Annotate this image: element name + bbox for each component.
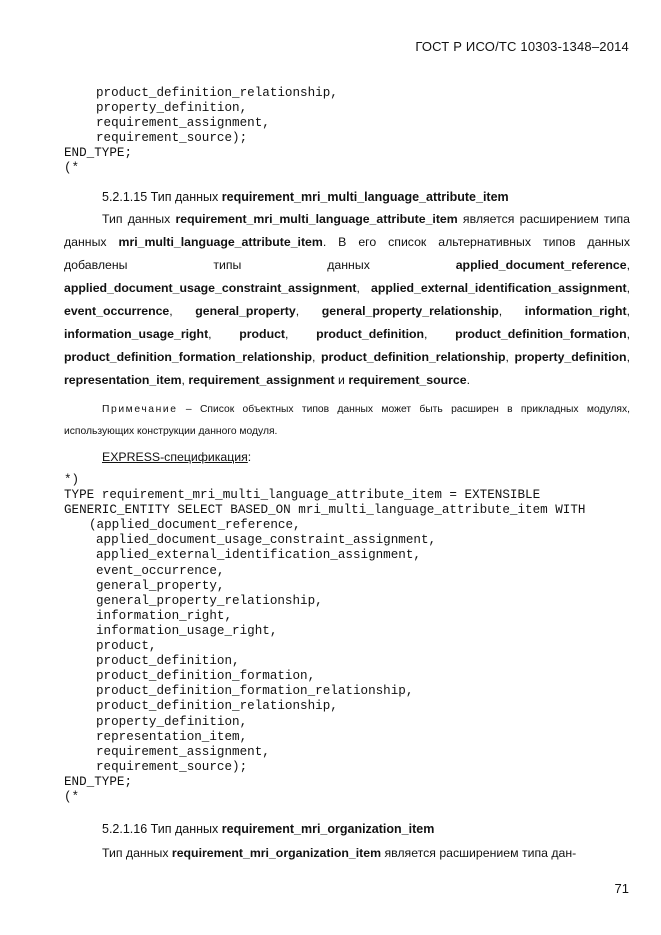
code-line: requirement_assignment, bbox=[96, 116, 270, 131]
code-line: product_definition_formation_relationship, bbox=[96, 684, 414, 699]
text-run: , bbox=[626, 327, 630, 341]
type-name: information_usage_right bbox=[64, 327, 209, 341]
page-header: ГОСТ Р ИСО/ТС 10303-1348–2014 bbox=[415, 39, 629, 54]
code-line: END_TYPE; bbox=[64, 774, 133, 789]
type-name: requirement_mri_organization_item bbox=[171, 846, 382, 860]
type-name: requirement_assignment bbox=[188, 373, 335, 387]
code-line: information_usage_right, bbox=[96, 623, 278, 638]
type-name: event_occurrence bbox=[64, 304, 170, 318]
text-run: , bbox=[626, 281, 630, 295]
type-name: requirement_source bbox=[348, 373, 467, 387]
code-block-1 bbox=[64, 86, 338, 177]
type-name: applied_document_reference bbox=[455, 258, 627, 272]
code-line: product_definition_relationship, bbox=[96, 86, 338, 100]
type-name: product_definition_formation_relationship bbox=[64, 350, 312, 364]
code-line: product_definition_formation, bbox=[96, 669, 316, 684]
code-line: product, bbox=[96, 639, 157, 654]
code-line: product_definition_relationship, bbox=[96, 699, 338, 714]
type-name: representation_item bbox=[64, 373, 182, 387]
section-heading-5-2-1-15 bbox=[102, 189, 509, 205]
text-run: , bbox=[626, 258, 630, 272]
express-label-suffix: : bbox=[247, 450, 252, 464]
text-run: Тип данных bbox=[102, 846, 172, 860]
type-name: product_definition bbox=[316, 327, 425, 341]
text-run: . В его список альтернативных типов данных добавлены типы данных bbox=[64, 235, 631, 272]
code-line: property_definition, bbox=[96, 101, 248, 116]
code-line: requirement_source); bbox=[96, 759, 248, 774]
code-line: general_property, bbox=[96, 578, 225, 593]
type-name: product_definition_formation bbox=[455, 327, 627, 341]
code-line: (* bbox=[64, 789, 80, 804]
section-number: 5.2.1.15 bbox=[102, 190, 148, 204]
express-label-text: EXPRESS-спецификация bbox=[102, 450, 248, 464]
text-run: , bbox=[626, 304, 630, 318]
text-run: является расширением типа данных bbox=[64, 212, 630, 249]
code-block-2 bbox=[64, 473, 585, 805]
section-type-name: requirement_mri_organization_item bbox=[221, 822, 435, 836]
code-line: event_occurrence, bbox=[96, 563, 225, 578]
text-run: , bbox=[208, 327, 240, 341]
note-dash: – bbox=[177, 404, 200, 415]
text-run: Тип данных bbox=[102, 212, 176, 226]
text-run: , bbox=[181, 373, 189, 387]
code-line: requirement_source); bbox=[96, 131, 248, 146]
code-line: general_property_relationship, bbox=[96, 593, 323, 608]
text-run: и bbox=[334, 373, 349, 387]
code-line: TYPE requirement_mri_multi_language_attribute_item = EXTENSIBLE bbox=[64, 488, 541, 503]
section-heading-5-2-1-16 bbox=[102, 821, 434, 837]
code-line: representation_item, bbox=[96, 729, 248, 744]
type-name: product bbox=[239, 327, 286, 341]
code-line: applied_external_identification_assignment, bbox=[96, 548, 421, 563]
section-prefix: Тип данных bbox=[150, 822, 219, 836]
code-line: GENERIC_ENTITY SELECT BASED_ON mri_multi_language_attribute_item WITH bbox=[64, 503, 586, 518]
text-run: , bbox=[169, 304, 196, 318]
type-name: general_property_relationship bbox=[321, 304, 499, 318]
text-run: . bbox=[466, 373, 470, 387]
text-run: , bbox=[626, 350, 630, 364]
type-name: property_definition bbox=[514, 350, 627, 364]
type-name: information_right bbox=[524, 304, 627, 318]
code-line: (* bbox=[64, 161, 80, 176]
type-name: mri_multi_language_attribute_item bbox=[118, 235, 323, 249]
note-text: Список объектных типов данных может быть расширен в прикладных модулях, использующих конструкции данного модуля. bbox=[64, 404, 630, 437]
text-run: , bbox=[312, 350, 322, 364]
text-run: , bbox=[295, 304, 322, 318]
type-name: general_property bbox=[195, 304, 296, 318]
note-label: Примечание bbox=[102, 404, 178, 415]
type-name: applied_document_usage_constraint_assignment bbox=[64, 281, 357, 295]
type-name: product_definition_relationship bbox=[321, 350, 506, 364]
paragraph-1 bbox=[64, 208, 630, 392]
text-run: , bbox=[424, 327, 456, 341]
page-number: 71 bbox=[614, 881, 629, 896]
code-line: END_TYPE; bbox=[64, 146, 133, 161]
code-line: *) bbox=[64, 473, 80, 487]
note bbox=[64, 399, 630, 443]
code-line: applied_document_usage_constraint_assignment, bbox=[96, 533, 437, 548]
text-run: , bbox=[285, 327, 317, 341]
code-line: information_right, bbox=[96, 608, 233, 623]
text-run: , bbox=[505, 350, 515, 364]
code-line: requirement_assignment, bbox=[96, 744, 270, 759]
text-run: , bbox=[356, 281, 371, 295]
code-line: (applied_document_reference, bbox=[89, 518, 301, 533]
section-number: 5.2.1.16 bbox=[102, 822, 148, 836]
section-type-name: requirement_mri_multi_language_attribute_item bbox=[221, 190, 509, 204]
express-label bbox=[102, 450, 251, 464]
text-run: , bbox=[498, 304, 525, 318]
type-name: applied_external_identification_assignment bbox=[371, 281, 627, 295]
text-run: является расширением типа дан- bbox=[381, 846, 577, 860]
code-line: property_definition, bbox=[96, 714, 248, 729]
paragraph-2 bbox=[64, 842, 630, 865]
type-name: requirement_mri_multi_language_attribute_item bbox=[175, 212, 458, 226]
code-line: product_definition, bbox=[96, 654, 240, 669]
section-prefix: Тип данных bbox=[150, 190, 219, 204]
